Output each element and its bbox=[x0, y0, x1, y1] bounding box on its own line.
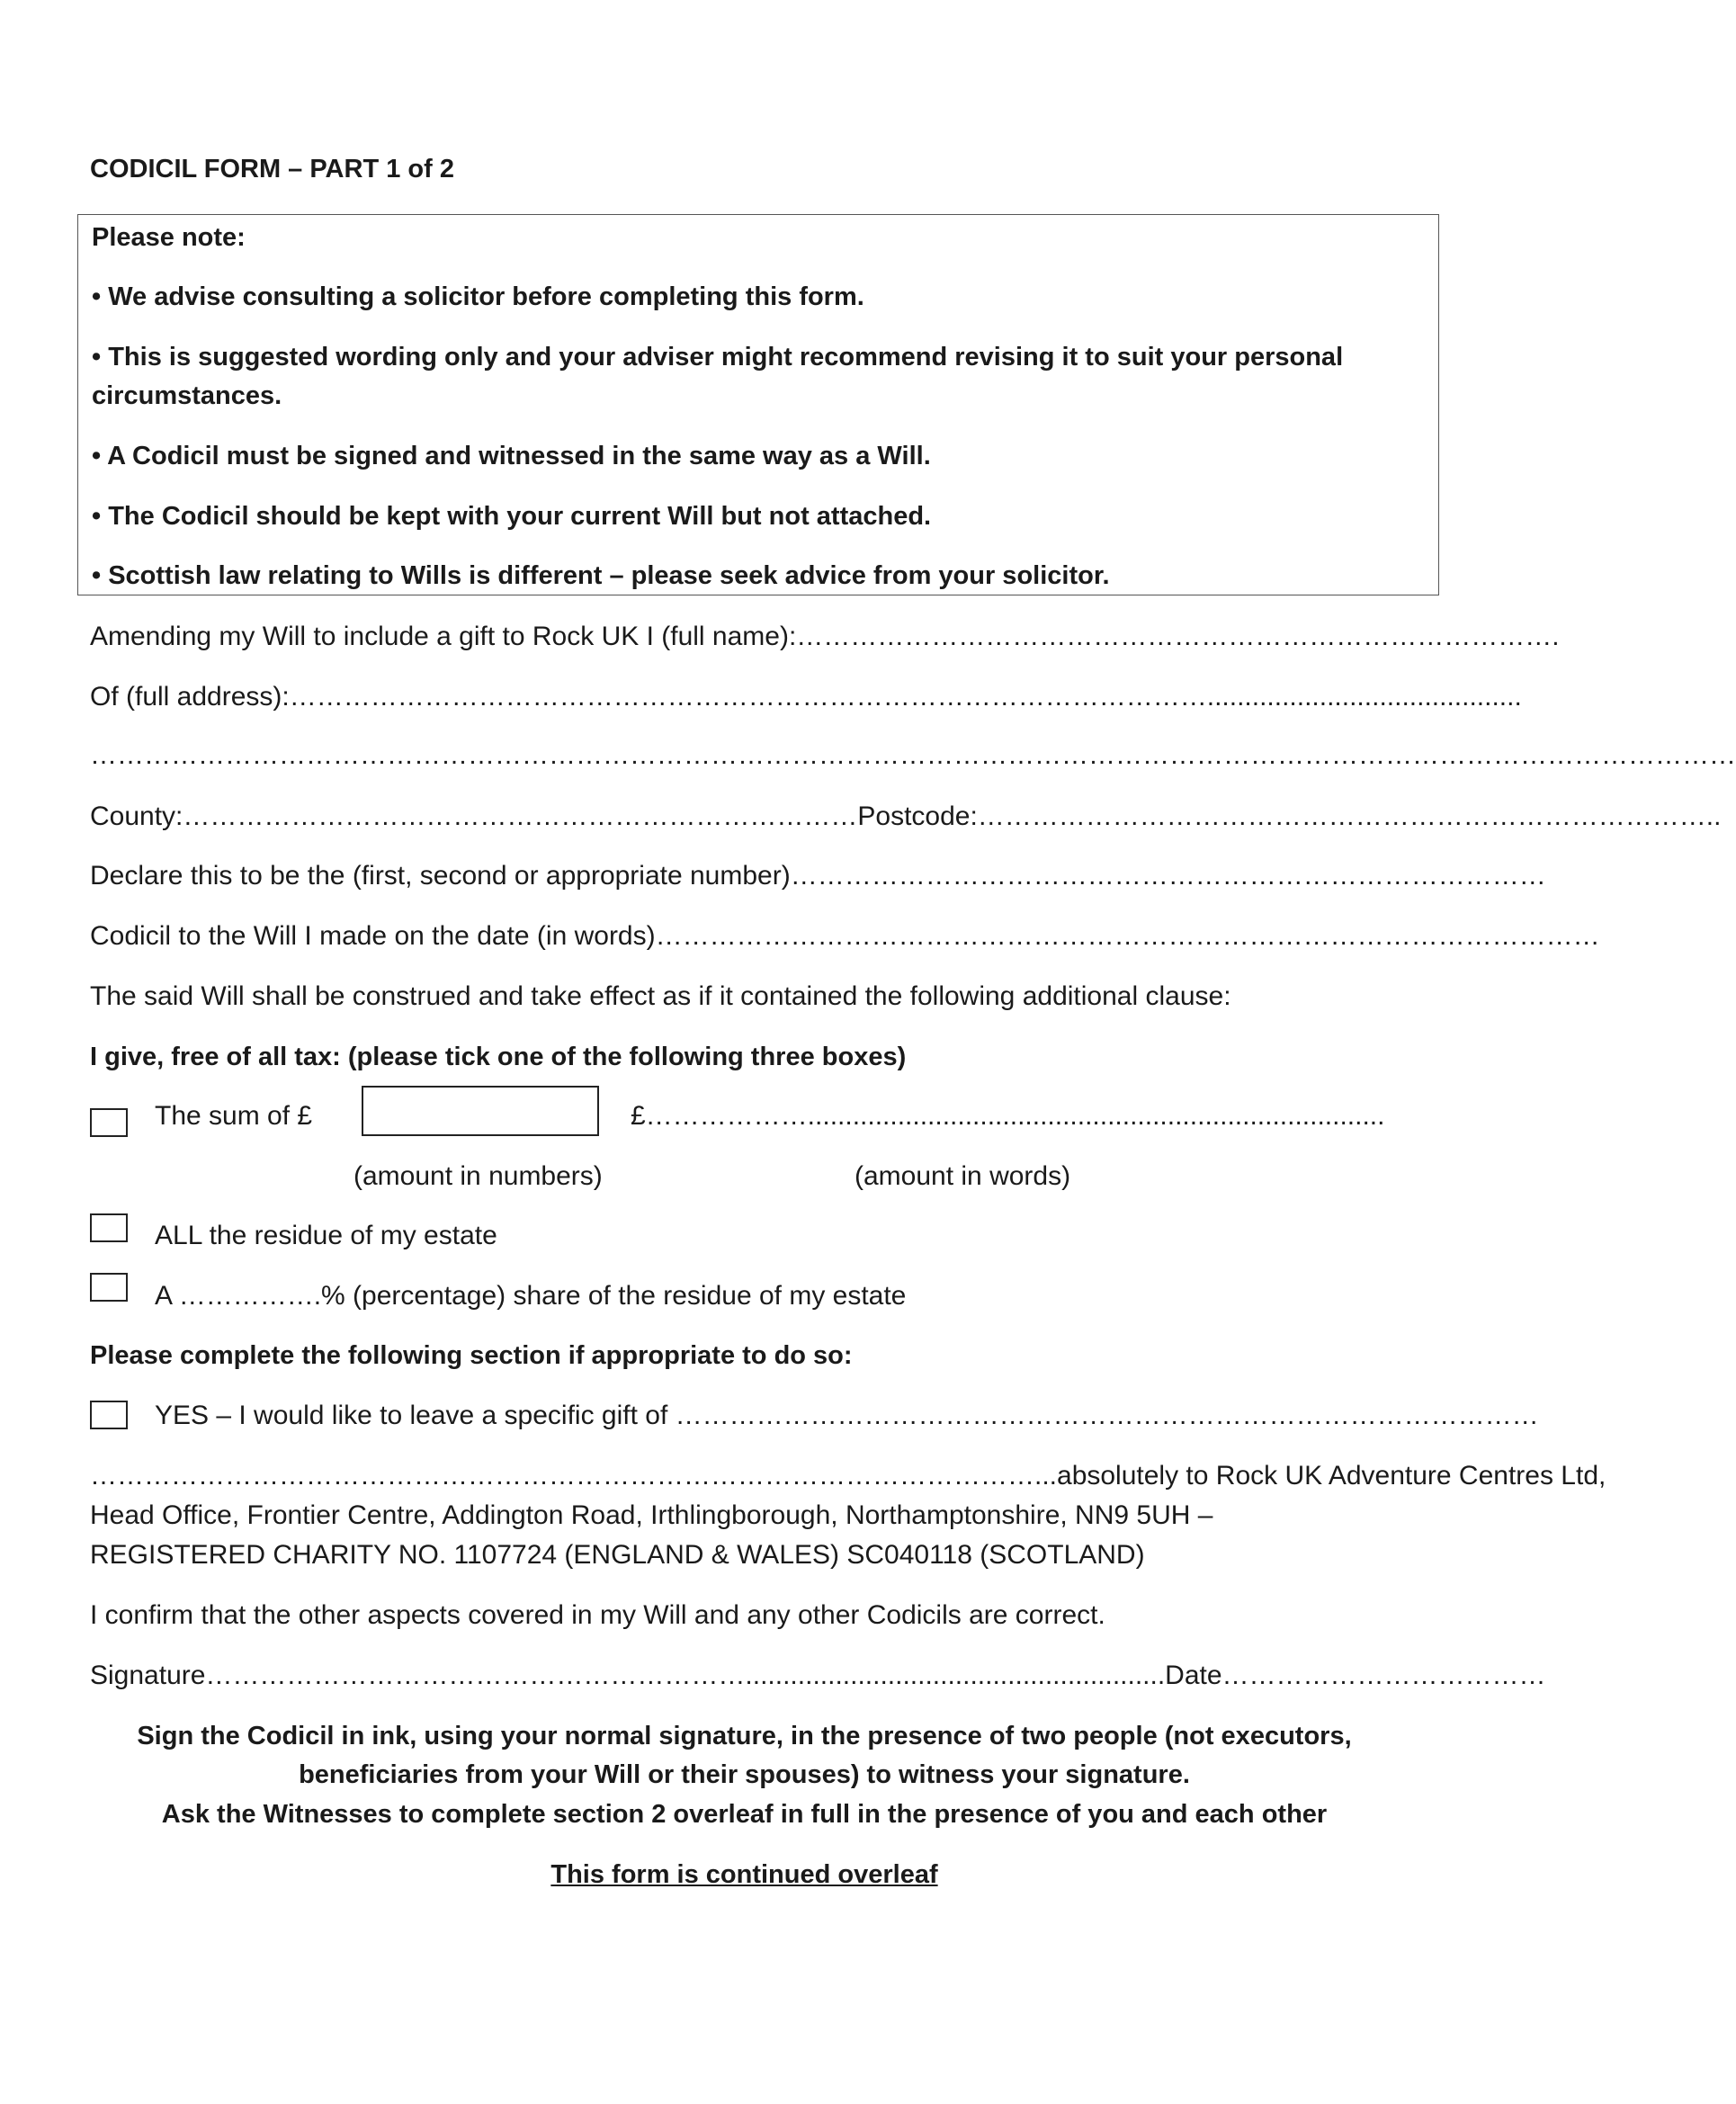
note-item-continuation: circumstances. bbox=[92, 381, 282, 410]
instruction-line: beneficiaries from your Will or their spouses) to witness your signature. bbox=[299, 1760, 1190, 1789]
amount-numbers-input[interactable] bbox=[362, 1086, 599, 1136]
instruction-line: Sign the Codicil in ink, using your normal signature, in the presence of two people (not executors, bbox=[137, 1722, 1352, 1750]
residue-all-checkbox[interactable] bbox=[90, 1213, 128, 1242]
address-field[interactable]: Of (full address):………………………………………………………………………………………….......................................... bbox=[90, 682, 1522, 712]
specific-gift-field[interactable]: YES – I would like to leave a specific gift of …………………………………………………………………………………… bbox=[155, 1401, 1539, 1430]
sum-label: The sum of £ bbox=[155, 1101, 313, 1131]
confirm-statement: I confirm that the other aspects covered in my Will and any other Codicils are correct. bbox=[90, 1600, 1105, 1630]
construed-clause: The said Will shall be construed and take effect as if it contained the following additional clause: bbox=[90, 981, 1231, 1011]
notes-heading: Please note: bbox=[92, 223, 246, 252]
specific-gift-line[interactable]: ……………………………………………………………………………………………...absolutely to Rock UK Adventure Centres Ltd, bbox=[90, 1461, 1606, 1491]
amount-numbers-caption: (amount in numbers) bbox=[353, 1161, 603, 1191]
residue-share-label[interactable]: A …………….% (percentage) share of the residue of my estate bbox=[155, 1281, 907, 1311]
charity-registration: REGISTERED CHARITY NO. 1107724 (ENGLAND & WALES) SC040118 (SCOTLAND) bbox=[90, 1540, 1145, 1570]
specific-gift-checkbox[interactable] bbox=[90, 1401, 128, 1429]
residue-share-checkbox[interactable] bbox=[90, 1273, 128, 1302]
note-item: • A Codicil must be signed and witnessed in the same way as a Will. bbox=[92, 442, 931, 470]
county-postcode-field[interactable]: County:…………………………………………………………………Postcode:……………………………………………………………………….. bbox=[90, 801, 1722, 831]
charity-address: Head Office, Frontier Centre, Addington Road, Irthlingborough, Northamptonshire, NN9 5UH – bbox=[90, 1500, 1213, 1530]
full-name-field[interactable]: Amending my Will to include a gift to Rock UK I (full name):…………………………………………………………………………. bbox=[90, 622, 1560, 651]
codicil-number-field[interactable]: Declare this to be the (first, second or appropriate number)………………………………………………………………………… bbox=[90, 861, 1546, 891]
form-title: CODICIL FORM – PART 1 of 2 bbox=[90, 155, 454, 184]
gift-heading: I give, free of all tax: (please tick one of the following three boxes) bbox=[90, 1043, 907, 1071]
amount-words-caption: (amount in words) bbox=[855, 1161, 1071, 1191]
note-item: • We advise consulting a solicitor before completing this form. bbox=[92, 282, 864, 311]
address-line2-field[interactable]: ………………………………………………………………………………………………………………………………………………………………… bbox=[90, 740, 1736, 770]
continued-overleaf-note: This form is continued overleaf bbox=[550, 1860, 938, 1889]
note-item: • The Codicil should be kept with your current Will but not attached. bbox=[92, 502, 932, 531]
signature-date-field[interactable]: Signature……………………………………………………........................................................Date……………………………… bbox=[90, 1661, 1546, 1690]
sum-checkbox[interactable] bbox=[90, 1108, 128, 1137]
residue-all-label: ALL the residue of my estate bbox=[155, 1221, 497, 1250]
specific-gift-heading: Please complete the following section if appropriate to do so: bbox=[90, 1341, 853, 1370]
note-item: • This is suggested wording only and your adviser might recommend revising it to suit your personal bbox=[92, 343, 1344, 372]
instruction-line: Ask the Witnesses to complete section 2 overleaf in full in the presence of you and each other bbox=[161, 1800, 1328, 1829]
will-date-field[interactable]: Codicil to the Will I made on the date (in words)…………………………………………………………………………………………… bbox=[90, 921, 1600, 951]
note-item: • Scottish law relating to Wills is different – please seek advice from your solicitor. bbox=[92, 561, 1110, 590]
amount-words-field[interactable]: £………………............................................................................. bbox=[631, 1101, 1385, 1131]
